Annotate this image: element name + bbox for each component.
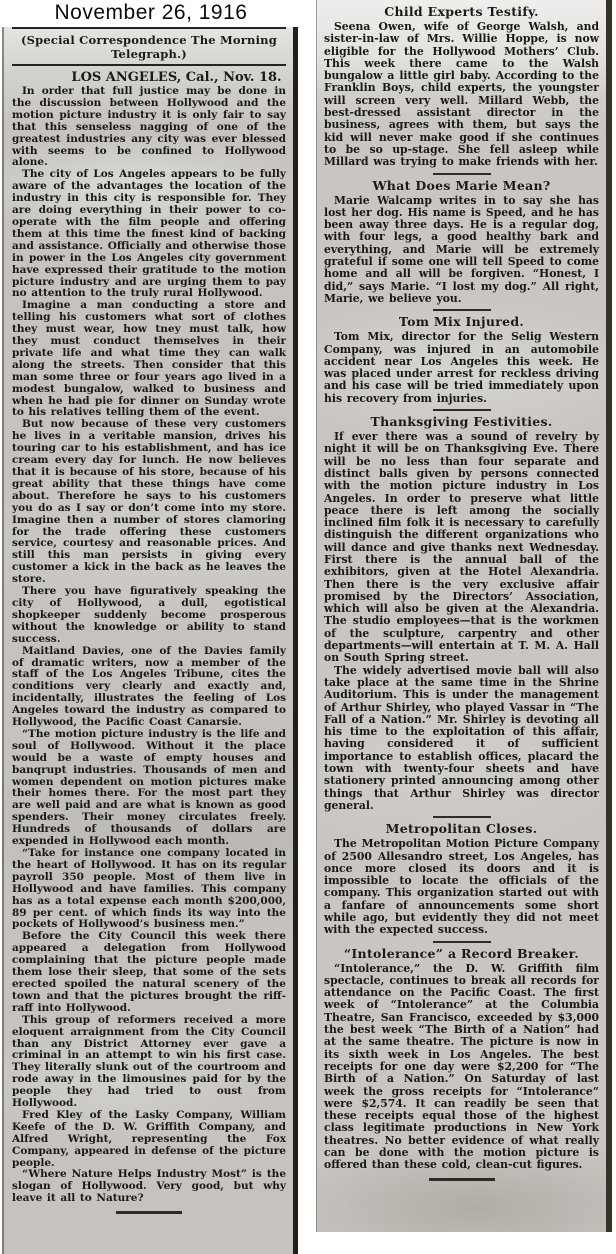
left-column xyxy=(2,27,298,1254)
article-paragraph: Marie Walcamp writes in to say she has lost her dog. His name is Speed, and he has been away three days. He is a regular dog, with four legs, a good healthy bark and everything, and Marie will be extremely grateful if some one will tell Speed to come home and all will be forgiven. “Honest, I did,” says Marie. “I lost my dog.” All right, Marie, we believe you. xyxy=(324,193,599,305)
article-paragraph: Before the City Council this week there appeared a delegation from Hollywood complaining that the picture people made them lose their sleep, that some of the sets erected spoiled the natural scenery of the town and that the pictures brought the riff-raff into Hollywood. xyxy=(12,930,286,1014)
article-paragraph: The city of Los Angeles appears to be fully aware of the advantages the location of the industry in this city is responsible for. They are doing everything in their power to co-operate with the film people and offering them at this time the finest kind of backing and assistance. Officially and otherwise those in power in the Los Angeles city government have expressed their gratitude to the motion picture industry and are urging them to pay no attention to the truly rural Hollywood. xyxy=(12,168,286,300)
article-paragraph: But now because of these very customers he lives in a veritable mansion, drives his touring car to his establishment, and has ice cream every day for lunch. He now believes that it is because of his store, because of his great ability that these things have come about. Therefore he says to his customers you do as I say or don’t come into my store. Imagine then a number of stores clamoring for the trade offering these customers service, courtesy and reasonable prices. And still this man persists in giving every customer a kick in the back as he leaves the store. xyxy=(12,418,286,586)
article-paragraph: The Metropolitan Motion Picture Company of 2500 Allesandro street, Los Angeles, has once more closed its doors and it is impossible to locate the officials of the company. This organization started out with a fanfare of announcements some short while ago, but evidently they did not meet with the expected success. xyxy=(324,837,599,937)
article-paragraph: Seena Owen, wife of George Walsh, and sister-in-law of Mrs. Willie Hoppe, is now eligible for the Hollywood Mothers’ Club. This week there came to the Walsh bungalow a little girl baby. According to the Franklin Boys, child experts, the youngster will screen very well. Millard Webb, the best-dressed assistant director in the business, agrees with them, but says the kid will never make good if she continues to be so up-stage. She fell asleep while Millard was trying to make friends with her. xyxy=(324,20,599,169)
article-paragraph: The widely advertised movie ball will also take place at the same time in the Shrine Auditorium. This is under the management of Arthur Shirley, who played Vassar in “The Fall of a Nation.” Mr. Shirley is devoting all his time to the exploitation of this affair, having considered it of sufficient importance to establish offices, placard the town with twenty-four sheets and have stationery printed announcing among other things that Arthur Shirley was director general. xyxy=(324,663,599,812)
dateline: LOS ANGELES, Cal., Nov. 18. xyxy=(71,70,282,85)
section-heading-tom-mix: Tom Mix Injured. xyxy=(398,314,525,330)
article-paragraph: There you have figuratively speaking the city of Hollywood, a dull, egotistical shopkeeper suddenly become prosperous without the knowledge or ability to stand success. xyxy=(12,585,286,645)
section-heading-thanksgiving: Thanksgiving Festivities. xyxy=(370,414,553,430)
section-heading-marie: What Does Marie Mean? xyxy=(372,177,551,193)
section-heading-intolerance: “Intolerance” a Record Breaker. xyxy=(343,945,580,961)
section-heading-child-experts: Child Experts Testify. xyxy=(384,4,539,19)
article-paragraph: Fred Kley of the Lasky Company, William Keefe of the D. W. Griffith Company, and Alfred Wright, representing the Fox Company, appeared in defense of the picture people. xyxy=(12,1108,286,1169)
article-paragraph: Imagine a man conducting a store and telling his customers what sort of clothes they must wear, how tney must talk, how they must conduct themselves in their private life and what time they can walk along the streets. Then consider that this man some three or four years ago lived in a modest bungalow, walked to business and when he had pie for dinner on Sunday wrote to his relatives telling them of the event. xyxy=(12,299,286,419)
section-divider xyxy=(429,1178,495,1181)
article-paragraph: Maitland Davies, one of the Davies family of dramatic writers, now a member of the staff of the Los Angeles Tribune, cites the conditions very clearly and exactly and, incidentally, illustrates the feeling of Los Angeles toward the industry as compared to Hollywood, the Pacific Coast Canarsie. xyxy=(12,644,286,729)
correspondence-credit: (Special Correspondence The Morning Telegraph.) xyxy=(12,27,286,66)
section-heading-metropolitan: Metropolitan Closes. xyxy=(385,821,538,837)
article-paragraph: “Intolerance,” the D. W. Griffith film spectacle, continues to break all records for attendance on the Pacific Coast. The first week of “Intolerance” at the Columbia Theatre, San Francisco, exceeded by $3,000 the best week “The Birth of a Nation” had at the same theatre. The picture is now in its sixth week in Los Angeles. The best receipts for one day were $2,200 for “The Birth of a Nation.” On Saturday of last week the gross receipts for “Intolerance” were $2,574. It can readily be seen that these receipts equal those of the highest class legitimate productions in New York theatres. No better evidence of what really can be done with the motion picture is offered than these cold, clean-cut figures. xyxy=(324,961,599,1172)
article-paragraph: Tom Mix, director for the Selig Western Company, was injured in an automobile accident near Los Angeles this week. He was placed under arrest for reckless driving and his case will be tried immediately upon his recovery from injuries. xyxy=(324,330,599,405)
section-divider xyxy=(116,1211,182,1214)
section-divider xyxy=(433,409,491,411)
article-paragraph: “Take for instance one company located in the heart of Hollywood. It has on its regular payroll 350 people. Most of them live in Hollywood and have families. This company has as a total expense each month $200,000, 89 per cent. of which finds its way into the pockets of Hollywood’s business men.” xyxy=(12,847,286,931)
article-paragraph: In order that full justice may be done in the discussion between Hollywood and the motion picture industry it is only fair to say that this senseless nagging of one of the greatest industries any city was ever blessed with seems to be confined to Hollywood alone. xyxy=(12,85,286,169)
right-column xyxy=(316,0,612,1232)
section-divider xyxy=(433,941,491,943)
article-paragraph: “Where Nature Helps Industry Most” is the slogan of Hollywood. Very good, but why leave it all to Nature? xyxy=(12,1168,286,1205)
article-paragraph: This group of reformers received a more eloquent arraignment from the City Council than any District Attorney ever gave a criminal in an attempt to win his first case. They literally slunk out of the courtroom and rode away in the limousines paid for by the people they had tried to oust from Hollywood. xyxy=(12,1013,286,1110)
section-divider xyxy=(433,309,491,311)
date-caption: November 26, 1916 xyxy=(54,1,248,24)
article-paragraph: If ever there was a sound of revelry by night it will be on Thanksgiving Eve. There will be no less than four separate and distinct balls given by persons connected with the motion picture industry in Los Angeles. In order to preserve what little peace there is left among the socially inclined film folk it is necessary to carefully distinguish the different organizations who will dance and give thanks next Wednesday. First there is the annual ball of the exhibitors, given at the Hotel Alexandria. Then there is the very exclusive affair promised by the Directors’ Association, which will also be given at the Alexandria. The studio employees—that is the workmen of the sculpture, carpentry and other departments—will entertain at T. M. A. Hall on South Spring street. xyxy=(324,430,599,665)
section-divider xyxy=(433,173,491,175)
article-paragraph: “The motion picture industry is the life and soul of Hollywood. Without it the place would be a waste of empty houses and banqrupt industries. Thousands of men and women dependent on motion pictures make their homes there. For the most part they are well paid and are what is known as good spenders. Their money circulates freely. Hundreds of thousands of dollars are expended in Hollywood each month. xyxy=(12,727,286,848)
section-divider xyxy=(433,816,491,818)
